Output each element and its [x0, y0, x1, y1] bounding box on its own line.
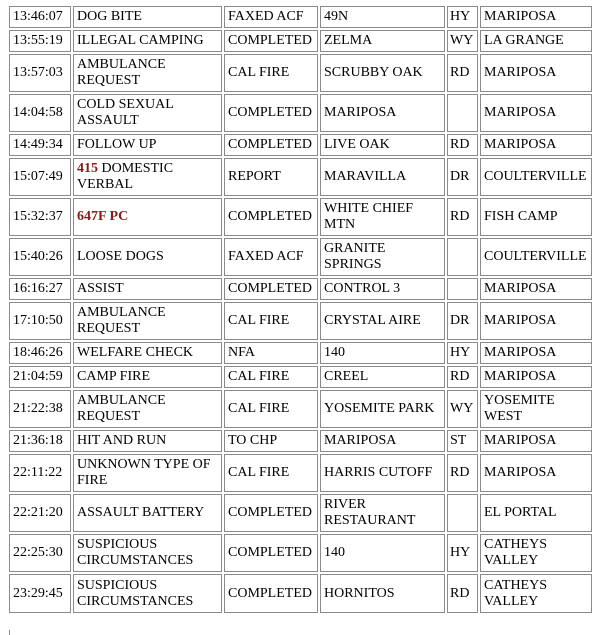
disposition-text: CAL FIRE	[228, 465, 290, 480]
time-cell	[9, 390, 71, 428]
time-cell	[9, 494, 71, 532]
location-text: CONTROL 3	[324, 281, 401, 296]
call-type-text: LOOSE DOGS	[77, 249, 164, 264]
city-text: MARIPOSA	[484, 465, 557, 480]
city-text: COULTERVILLE	[484, 249, 587, 264]
street-suffix-text: WY	[450, 33, 474, 48]
time-text: 23:29:45	[13, 585, 63, 601]
call-type-text: UNKNOWN TYPE OF FIRE	[77, 457, 211, 488]
call-type-text: AMBULANCE REQUEST	[77, 57, 166, 88]
street-suffix-cell	[447, 278, 478, 300]
city-text: MARIPOSA	[484, 137, 557, 152]
city-text: FISH CAMP	[484, 209, 558, 224]
call-type-text: SUSPICIOUS CIRCUMSTANCES	[77, 537, 194, 568]
disposition-text: FAXED ACF	[228, 249, 304, 264]
street-suffix-cell	[447, 94, 478, 132]
call-type-cell	[73, 238, 222, 276]
time-cell	[9, 534, 71, 572]
table-row	[9, 238, 592, 276]
time-text: 22:11:22	[13, 465, 63, 480]
location-cell	[320, 54, 445, 92]
table-row	[9, 30, 592, 52]
table-row	[9, 342, 592, 364]
city-cell	[480, 366, 592, 388]
street-suffix-text: WY	[450, 401, 474, 416]
call-type-text: COLD SEXUAL ASSAULT	[77, 97, 174, 128]
street-suffix-text: RD	[450, 585, 470, 601]
disposition-cell	[224, 302, 318, 340]
call-type-cell	[73, 494, 222, 532]
street-suffix-cell	[447, 454, 478, 492]
call-type-text: SUSPICIOUS CIRCUMSTANCES	[77, 577, 194, 609]
location-cell	[320, 278, 445, 300]
location-text: HARRIS CUTOFF	[324, 465, 433, 480]
call-type-text: CAMP FIRE	[77, 369, 151, 384]
street-suffix-text: RD	[450, 369, 470, 384]
city-text: EL PORTAL	[484, 505, 557, 520]
time-text: 21:36:18	[13, 433, 63, 448]
location-text: YOSEMITE PARK	[324, 401, 435, 416]
street-suffix-text: ST	[450, 433, 467, 448]
street-suffix-text: DR	[450, 313, 470, 328]
location-cell	[320, 574, 445, 613]
location-cell	[320, 198, 445, 236]
time-text: 22:21:20	[13, 505, 63, 520]
city-cell	[480, 302, 592, 340]
location-text: MARIPOSA	[324, 433, 397, 448]
street-suffix-text: HY	[450, 345, 471, 360]
disposition-text: COMPLETED	[228, 137, 312, 152]
call-type-text: DOMESTIC VERBAL	[77, 161, 174, 192]
street-suffix-cell	[447, 390, 478, 428]
location-text: LIVE OAK	[324, 137, 390, 152]
disposition-text: CAL FIRE	[228, 65, 290, 80]
table-row	[9, 454, 592, 492]
disposition-cell	[224, 134, 318, 156]
city-text: MARIPOSA	[484, 281, 557, 296]
time-text: 17:10:50	[13, 313, 63, 328]
time-cell	[9, 342, 71, 364]
call-type-cell	[73, 278, 222, 300]
city-cell	[480, 454, 592, 492]
call-code-text: 647F PC	[77, 209, 129, 224]
disposition-text: TO CHP	[228, 433, 278, 448]
time-text: 13:55:19	[13, 33, 63, 48]
location-text: MARIPOSA	[324, 105, 397, 120]
time-cell	[9, 30, 71, 52]
city-cell	[480, 494, 592, 532]
disposition-text: COMPLETED	[228, 545, 312, 560]
table-row	[9, 94, 592, 132]
city-cell	[480, 278, 592, 300]
city-cell	[480, 390, 592, 428]
city-text: CATHEYS VALLEY	[484, 537, 548, 568]
time-text: 13:46:07	[13, 9, 63, 24]
time-text: 14:04:58	[13, 105, 63, 120]
time-text: 21:04:59	[13, 369, 63, 384]
time-cell	[9, 94, 71, 132]
disposition-cell	[224, 278, 318, 300]
location-cell	[320, 366, 445, 388]
city-text: MARIPOSA	[484, 65, 557, 80]
street-suffix-cell	[447, 134, 478, 156]
table-row	[9, 134, 592, 156]
street-suffix-cell	[447, 54, 478, 92]
street-suffix-text: RD	[450, 465, 470, 480]
call-type-cell	[73, 366, 222, 388]
street-suffix-cell	[447, 198, 478, 236]
table-row	[9, 6, 592, 28]
table-row	[9, 54, 592, 92]
time-cell	[9, 574, 71, 613]
city-cell	[480, 574, 592, 613]
disposition-cell	[224, 366, 318, 388]
table-row	[9, 198, 592, 236]
location-cell	[320, 390, 445, 428]
call-type-text: ASSAULT BATTERY	[77, 505, 205, 520]
time-cell	[9, 198, 71, 236]
location-text: WHITE CHIEF MTN	[324, 201, 414, 232]
time-text: 18:46:26	[13, 345, 63, 360]
city-cell	[480, 134, 592, 156]
disposition-text: CAL FIRE	[228, 401, 290, 416]
time-cell	[9, 302, 71, 340]
location-text: HORNITOS	[324, 585, 395, 601]
street-suffix-cell	[447, 574, 478, 613]
disposition-text: CAL FIRE	[228, 313, 290, 328]
city-text: MARIPOSA	[484, 313, 557, 328]
location-cell	[320, 454, 445, 492]
call-code-text: 415	[77, 161, 98, 176]
table-row	[9, 390, 592, 428]
street-suffix-text: DR	[450, 169, 470, 184]
time-cell	[9, 6, 71, 28]
time-cell	[9, 366, 71, 388]
city-text: MARIPOSA	[484, 369, 557, 384]
time-cell	[9, 54, 71, 92]
city-text: LA GRANGE	[484, 33, 564, 48]
city-cell	[480, 6, 592, 28]
time-text: 22:25:30	[13, 545, 63, 560]
disposition-cell	[224, 158, 318, 196]
location-text: CREEL	[324, 369, 369, 384]
table-row	[9, 302, 592, 340]
call-type-cell	[73, 342, 222, 364]
disposition-text: NFA	[228, 345, 255, 360]
city-cell	[480, 534, 592, 572]
time-cell	[9, 238, 71, 276]
location-cell	[320, 134, 445, 156]
disposition-cell	[224, 494, 318, 532]
disposition-cell	[224, 6, 318, 28]
disposition-text: COMPLETED	[228, 505, 312, 520]
city-cell	[480, 198, 592, 236]
disposition-cell	[224, 238, 318, 276]
city-text: CATHEYS VALLEY	[484, 577, 548, 609]
city-text: MARIPOSA	[484, 9, 557, 24]
table-row	[9, 534, 592, 572]
call-type-text: FOLLOW UP	[77, 137, 157, 152]
location-text: 140	[324, 545, 345, 560]
street-suffix-cell	[447, 238, 478, 276]
call-type-text: AMBULANCE REQUEST	[77, 305, 166, 336]
call-type-cell	[73, 390, 222, 428]
location-text: GRANITE SPRINGS	[324, 241, 386, 272]
disposition-text: COMPLETED	[228, 105, 312, 120]
location-text: CRYSTAL AIRE	[324, 313, 421, 328]
time-cell	[9, 454, 71, 492]
city-cell	[480, 94, 592, 132]
street-suffix-text: RD	[450, 209, 470, 224]
street-suffix-text: HY	[450, 9, 471, 24]
street-suffix-cell	[447, 342, 478, 364]
location-cell	[320, 430, 445, 452]
call-log-table	[7, 4, 594, 615]
city-text: YOSEMITE WEST	[484, 393, 555, 424]
call-type-cell	[73, 430, 222, 452]
city-text: MARIPOSA	[484, 433, 557, 448]
call-type-cell	[73, 134, 222, 156]
city-cell	[480, 54, 592, 92]
disposition-text: FAXED ACF	[228, 9, 304, 24]
disposition-text: CAL FIRE	[228, 369, 290, 384]
city-cell	[480, 158, 592, 196]
table-row	[9, 158, 592, 196]
disposition-cell	[224, 94, 318, 132]
location-cell	[320, 302, 445, 340]
time-text: 21:22:38	[13, 401, 63, 416]
table-row	[9, 430, 592, 452]
table-row	[9, 574, 592, 613]
location-text: ZELMA	[324, 33, 373, 48]
location-text: 140	[324, 345, 345, 360]
disposition-text: COMPLETED	[228, 585, 312, 601]
disposition-cell	[224, 54, 318, 92]
time-cell	[9, 430, 71, 452]
street-suffix-text: HY	[450, 545, 471, 560]
disposition-cell	[224, 30, 318, 52]
time-text: 16:16:27	[13, 281, 63, 296]
disposition-cell	[224, 198, 318, 236]
location-cell	[320, 494, 445, 532]
street-suffix-cell	[447, 494, 478, 532]
time-cell	[9, 278, 71, 300]
city-text: MARIPOSA	[484, 105, 557, 120]
table-row	[9, 366, 592, 388]
disposition-cell	[224, 534, 318, 572]
next-table-border	[9, 630, 10, 635]
city-text: COULTERVILLE	[484, 169, 587, 184]
disposition-cell	[224, 342, 318, 364]
call-type-cell	[73, 574, 222, 613]
call-type-cell	[73, 158, 222, 196]
street-suffix-cell	[447, 6, 478, 28]
time-cell	[9, 158, 71, 196]
call-type-cell	[73, 30, 222, 52]
disposition-cell	[224, 454, 318, 492]
location-text: SCRUBBY OAK	[324, 65, 423, 80]
disposition-cell	[224, 430, 318, 452]
location-text: 49N	[324, 9, 349, 24]
call-type-cell	[73, 534, 222, 572]
call-type-text: WELFARE CHECK	[77, 345, 194, 360]
call-log-body	[9, 6, 592, 613]
call-type-text: AMBULANCE REQUEST	[77, 393, 166, 424]
location-cell	[320, 158, 445, 196]
call-type-cell	[73, 94, 222, 132]
call-type-text: ILLEGAL CAMPING	[77, 33, 204, 48]
location-cell	[320, 30, 445, 52]
city-cell	[480, 342, 592, 364]
time-text: 13:57:03	[13, 65, 63, 80]
disposition-cell	[224, 574, 318, 613]
time-text: 15:40:26	[13, 249, 63, 264]
city-cell	[480, 430, 592, 452]
city-cell	[480, 238, 592, 276]
location-cell	[320, 342, 445, 364]
city-cell	[480, 30, 592, 52]
location-cell	[320, 238, 445, 276]
location-text: RIVER RESTAURANT	[324, 497, 416, 528]
call-type-cell	[73, 302, 222, 340]
street-suffix-cell	[447, 30, 478, 52]
disposition-text: COMPLETED	[228, 209, 312, 224]
location-cell	[320, 534, 445, 572]
disposition-text: COMPLETED	[228, 33, 312, 48]
street-suffix-cell	[447, 366, 478, 388]
street-suffix-text: RD	[450, 137, 470, 152]
city-text: MARIPOSA	[484, 345, 557, 360]
street-suffix-cell	[447, 302, 478, 340]
location-cell	[320, 6, 445, 28]
call-type-text: DOG BITE	[77, 9, 142, 24]
call-type-cell	[73, 198, 222, 236]
call-type-cell	[73, 54, 222, 92]
time-cell	[9, 134, 71, 156]
call-type-cell	[73, 6, 222, 28]
time-text: 14:49:34	[13, 137, 63, 152]
table-row	[9, 278, 592, 300]
call-type-cell	[73, 454, 222, 492]
time-text: 15:32:37	[13, 209, 63, 224]
disposition-text: COMPLETED	[228, 281, 312, 296]
street-suffix-cell	[447, 430, 478, 452]
call-type-text: HIT AND RUN	[77, 433, 167, 448]
location-text: MARAVILLA	[324, 169, 407, 184]
street-suffix-cell	[447, 158, 478, 196]
call-type-text: ASSIST	[77, 281, 124, 296]
location-cell	[320, 94, 445, 132]
table-row	[9, 494, 592, 532]
street-suffix-cell	[447, 534, 478, 572]
disposition-text: REPORT	[228, 169, 281, 184]
disposition-cell	[224, 390, 318, 428]
time-text: 15:07:49	[13, 169, 63, 184]
street-suffix-text: RD	[450, 65, 470, 80]
